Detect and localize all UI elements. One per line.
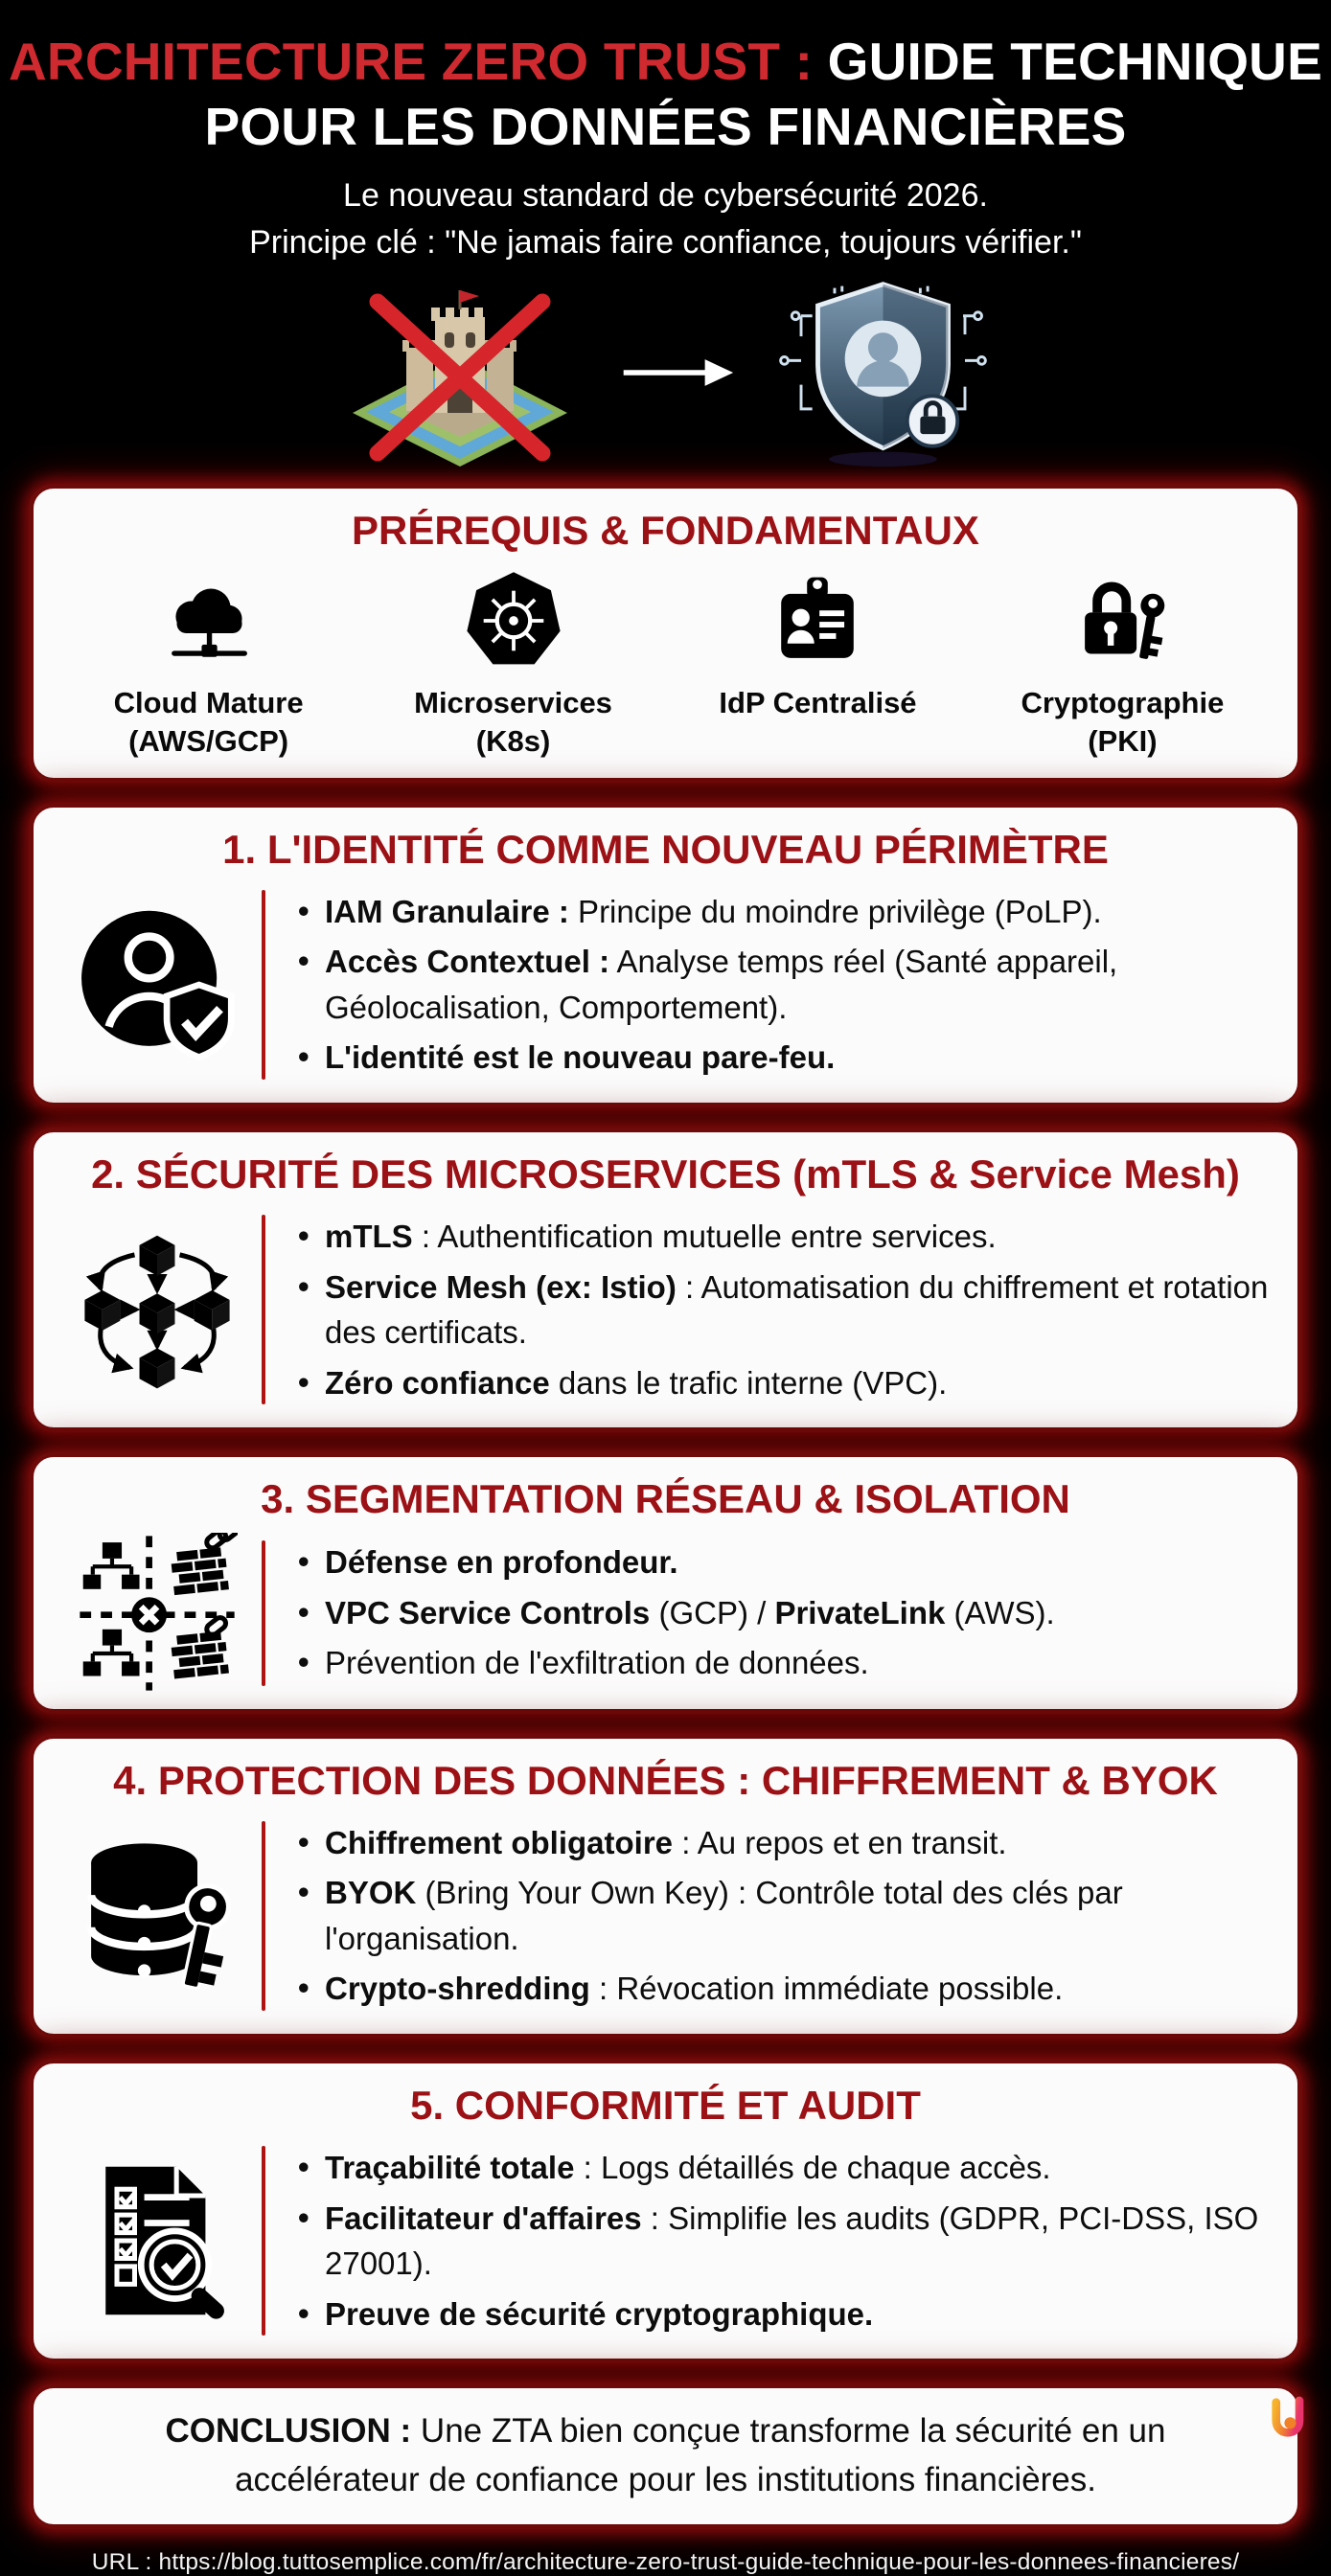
prerequisites-box (29, 484, 1302, 783)
bullet-list (290, 1813, 1273, 2018)
kubernetes-icon (462, 569, 565, 672)
bullet-item: • Facilitateur d'affaires : Simplifie les audits (GDPR, PCI-DSS, ISO 27001). (290, 2196, 1273, 2287)
prereq-label: Cryptographie (PKI) (1021, 686, 1225, 758)
section-identity (29, 803, 1302, 1107)
bullet-item: • Preuve de sécurité cryptographique. (290, 2291, 1273, 2337)
database-key-icon (77, 1835, 238, 1996)
conclusion-box (29, 2383, 1302, 2529)
conclusion-label: CONCLUSION : (165, 2412, 412, 2451)
bullet-item: • Accès Contextuel : Analyse temps réel (Santé appareil, Géolocalisation, Comportement). (290, 939, 1273, 1030)
prereq-item-crypto (978, 569, 1267, 760)
page-title-red: ARCHITECTURE ZERO TRUST : (9, 32, 814, 91)
tuttosemplice-u-logo (1262, 2394, 1312, 2449)
u-logo-icon (1262, 2394, 1312, 2444)
prereq-label: Cloud Mature (AWS/GCP) (113, 686, 304, 758)
user-shield-icon (77, 904, 238, 1065)
crossed-out-castle-icon (340, 277, 580, 468)
bullet-list (290, 882, 1273, 1087)
hero-graphics (0, 275, 1331, 470)
prereq-label: IdP Centralisé (719, 686, 917, 720)
bullet-list (290, 2138, 1273, 2343)
network-segmentation-icon (77, 1533, 238, 1694)
lock-key-icon (1070, 569, 1174, 672)
bullet-item: • Traçabilité totale : Logs détaillés de chaque accès. (290, 2145, 1273, 2191)
vertical-divider (262, 1821, 265, 2011)
bullet-item: • Défense en profondeur. (290, 1539, 1273, 1585)
identity-shield-lock-icon (775, 275, 991, 470)
section-heading: 3. SEGMENTATION RÉSEAU & ISOLATION (261, 1476, 1070, 1522)
vertical-divider (262, 890, 265, 1080)
page-title (0, 29, 1331, 159)
cloud-network-icon (157, 569, 261, 672)
section-segmentation (29, 1452, 1302, 1713)
section-heading: 4. PROTECTION DES DONNÉES : CHIFFREMENT & BYOK (113, 1757, 1218, 1803)
prerequisites-grid (58, 563, 1273, 762)
bullet-item: • L'identité est le nouveau pare-feu. (290, 1035, 1273, 1081)
section-heading: 1. L'IDENTITÉ COMME NOUVEAU PÉRIMÈTRE (222, 826, 1109, 872)
source-url: URL : https://blog.tuttosemplice.com/fr/architecture-zero-trust-guide-technique-pour-les-donnees-financieres/ (91, 2548, 1240, 2575)
prerequisites-heading: PRÉREQUIS & FONDAMENTAUX (352, 507, 979, 553)
bullet-item: • VPC Service Controls (GCP) / PrivateLink (AWS). (290, 1590, 1273, 1636)
right-arrow-icon (620, 353, 735, 392)
section-heading: 5. CONFORMITÉ ET AUDIT (410, 2082, 921, 2128)
page-title-line2: POUR LES DONNÉES FINANCIÈRES (204, 97, 1127, 157)
conclusion-text (78, 2407, 1253, 2505)
header (0, 0, 1331, 470)
id-badge-icon (766, 569, 869, 672)
section-microservices (29, 1128, 1302, 1432)
page-title-white: GUIDE TECHNIQUE (813, 32, 1322, 91)
subtitle-line2: Principe clé : "Ne jamais faire confiance, toujours vérifier." (249, 223, 1082, 261)
bullet-item: • Chiffrement obligatoire : Au repos et en transit. (290, 1820, 1273, 1866)
bullet-list (290, 1207, 1273, 1412)
prereq-label: Microservices (K8s) (414, 686, 612, 758)
subtitle (0, 172, 1331, 265)
prereq-item-cloud (64, 569, 353, 760)
bullet-item: • Crypto-shredding : Révocation immédiate possible. (290, 1966, 1273, 2012)
section-compliance (29, 2059, 1302, 2363)
conclusion-body: Une ZTA bien conçue transforme la sécurité en un accélérateur de confiance pour les institutions financières. (235, 2412, 1166, 2499)
vertical-divider (262, 1540, 265, 1686)
bullet-item: • mTLS : Authentification mutuelle entre services. (290, 1214, 1273, 1260)
subtitle-line1: Le nouveau standard de cybersécurité 2026. (343, 177, 988, 215)
bullet-item: • Service Mesh (ex: Istio) : Automatisation du chiffrement et rotation des certificats. (290, 1265, 1273, 1356)
bullet-item: • IAM Granulaire : Principe du moindre privilège (PoLP). (290, 889, 1273, 935)
bullet-item: • Zéro confiance dans le trafic interne (VPC). (290, 1360, 1273, 1406)
section-data-protection (29, 1734, 1302, 2039)
section-heading: 2. SÉCURITÉ DES MICROSERVICES (mTLS & Service Mesh) (91, 1151, 1240, 1197)
bullet-list (290, 1533, 1273, 1693)
vertical-divider (262, 1215, 265, 1404)
service-mesh-cubes-icon (77, 1229, 238, 1390)
prereq-item-kubernetes (369, 569, 657, 760)
checklist-audit-icon (77, 2160, 238, 2321)
vertical-divider (262, 2146, 265, 2336)
bullet-item: • Prévention de l'exfiltration de données. (290, 1640, 1273, 1686)
bullet-item: • BYOK (Bring Your Own Key) : Contrôle total des clés par l'organisation. (290, 1870, 1273, 1961)
content-stack (0, 470, 1331, 2576)
prereq-item-idp (674, 569, 962, 760)
